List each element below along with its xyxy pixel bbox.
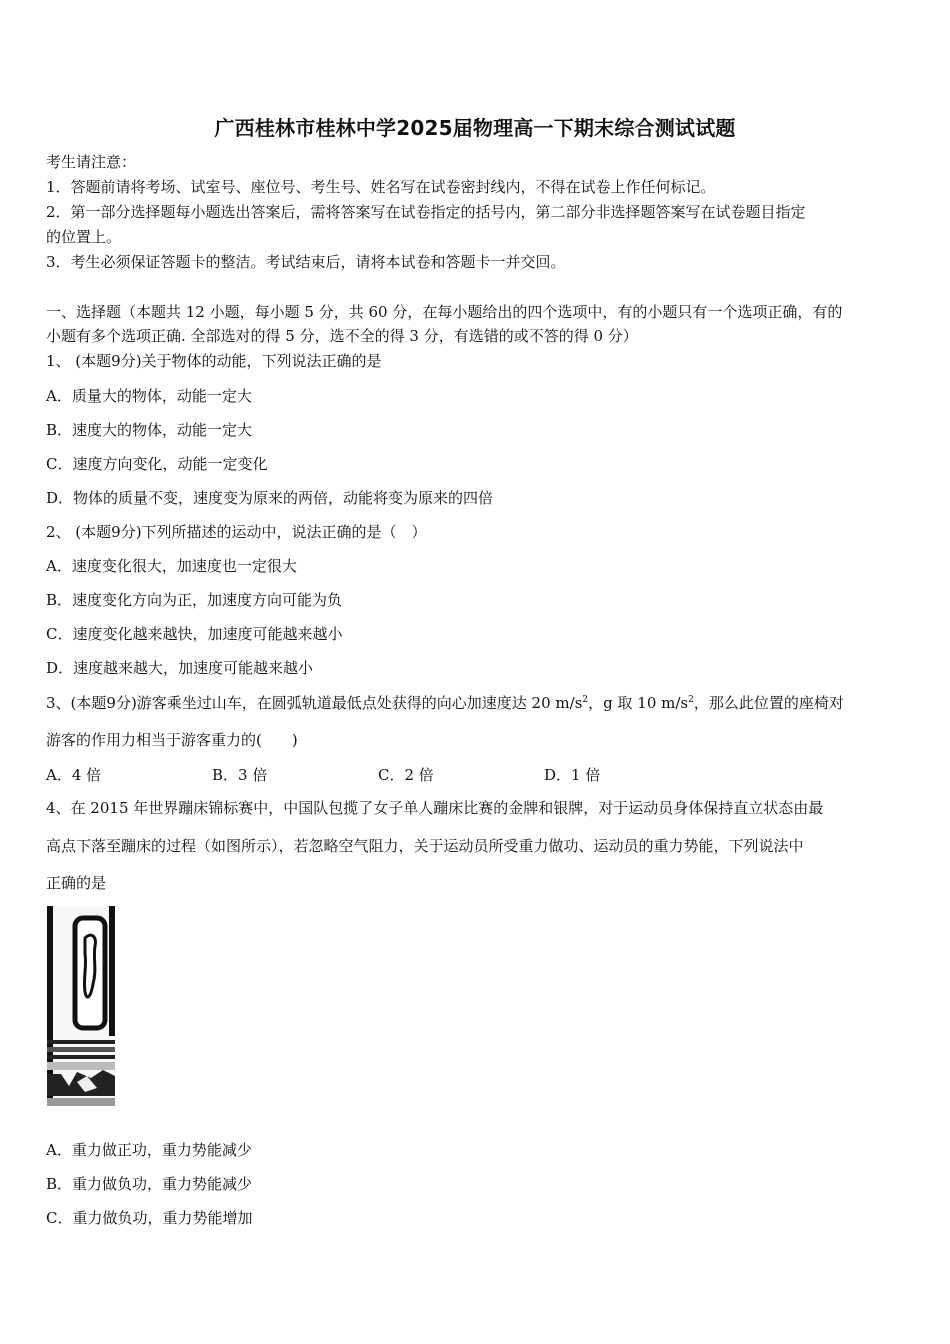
- page-title: 广西桂林市桂林中学2025届物理高一下期末综合测试试题: [214, 116, 736, 140]
- q4-stem-line2: 高点下落至蹦床的过程（如图所示），若忽略空气阻力，关于运动员所受重力做功、运动员的重力势能，下列说法中: [46, 837, 804, 855]
- q1-option-d: D．物体的质量不变，速度变为原来的两倍，动能将变为原来的四倍: [46, 489, 494, 507]
- q4-stem-line1: 4、在 2015 年世界蹦床锦标赛中，中国队包揽了女子单人蹦床比赛的金牌和银牌，对于运动员身体保持直立状态由最: [46, 799, 824, 817]
- q3-sup-1: 2: [582, 695, 589, 705]
- q3-option-b: B．3 倍: [212, 766, 268, 784]
- q1-option-b: B．速度大的物体，动能一定大: [46, 421, 253, 439]
- q2-option-c: C．速度变化越来越快，加速度可能越来越小: [46, 625, 343, 643]
- q3-stem-line2: 游客的作用力相当于游客重力的( ): [46, 731, 298, 749]
- q3-stem-a: 3、(本题9分)游客乘坐过山车，在圆弧轨道最低点处获得的向心加速度达 20 m/s: [46, 694, 583, 712]
- q3-stem: [46, 693, 844, 713]
- q3-sup-2: 2: [688, 695, 694, 705]
- q1-stem: 1、 (本题9分)关于物体的动能，下列说法正确的是: [46, 352, 382, 370]
- q2-stem: 2、 (本题9分)下列所描述的运动中，说法正确的是（ ）: [46, 523, 427, 541]
- section-intro-line2: 小题有多个选项正确. 全部选对的得 5 分，选不全的得 3 分，有选错的或不答的得 0 分）: [46, 327, 638, 345]
- q3-option-d: D．1 倍: [544, 766, 601, 784]
- notice-heading: 考生请注意：: [46, 153, 137, 171]
- trampoline-figure: [47, 906, 115, 1106]
- q3-stem-c: ，那么此位置的座椅对: [693, 694, 844, 712]
- q3-stem-b: ，g 取 10 m/s: [588, 694, 689, 712]
- q4-option-a: A．重力做正功，重力势能减少: [46, 1141, 252, 1159]
- q2-option-b: B．速度变化方向为正，加速度方向可能为负: [46, 591, 343, 609]
- q2-option-d: D．速度越来越大，加速度可能越来越小: [46, 659, 314, 677]
- q3-option-c: C．2 倍: [378, 766, 434, 784]
- notice-item-2-cont: 的位置上。: [46, 228, 122, 246]
- section-intro-line1: 一、选择题（本题共 12 小题，每小题 5 分，共 60 分，在每小题给出的四个选项中，有的小题只有一个选项正确，有的: [46, 303, 843, 321]
- q4-stem-line3: 正确的是: [46, 874, 107, 892]
- q4-option-c: C．重力做负功，重力势能增加: [46, 1209, 253, 1227]
- q1-option-c: C．速度方向变化，动能一定变化: [46, 455, 268, 473]
- q1-option-a: A．质量大的物体，动能一定大: [46, 387, 252, 405]
- q4-option-b: B．重力做负功，重力势能减少: [46, 1175, 253, 1193]
- q3-options: [46, 764, 710, 785]
- q2-option-a: A．速度变化很大，加速度也一定很大: [46, 557, 297, 575]
- notice-item-1: 1．答题前请将考场、试室号、座位号、考生号、姓名写在试卷密封线内，不得在试卷上作任何标记。: [46, 178, 716, 196]
- q3-option-a: A．4 倍: [46, 766, 102, 784]
- notice-item-2: 2．第一部分选择题每小题选出答案后，需将答案写在试卷指定的括号内，第二部分非选择题答案写在试卷题目指定: [46, 203, 806, 221]
- trampoline-athlete-image: [47, 906, 115, 1106]
- notice-item-3: 3．考生必须保证答题卡的整洁。考试结束后，请将本试卷和答题卡一并交回。: [46, 253, 566, 271]
